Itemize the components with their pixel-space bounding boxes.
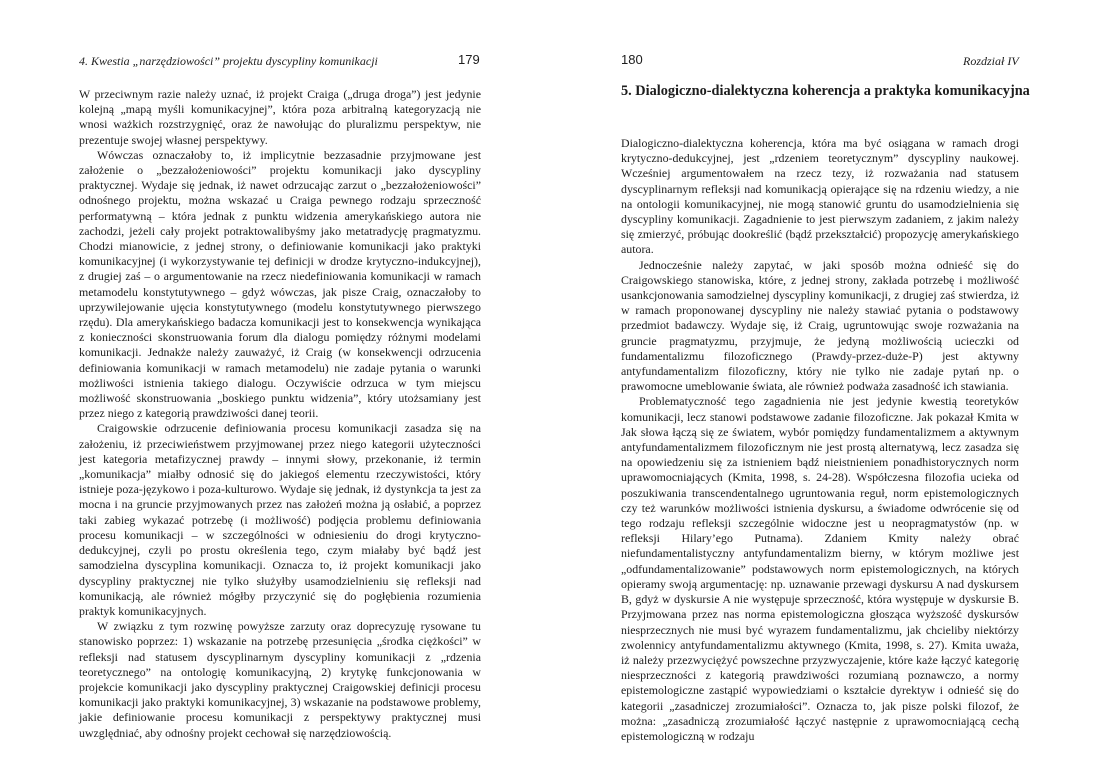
left-paragraph-1: W przeciwnym razie należy uznać, iż projekt Craiga („druga droga”) jest jedynie kolejną „mapą myśli komunikacyjnej”, która poza arbitralną kategoryzacją nie wnosi ważkich rozstrzygnięć, oraz że nawołując do pluralizmu perspektyw, nie prezentuje swojej własnej perspektywy. bbox=[79, 87, 481, 147]
right-paragraph-1: Dialogiczno-dialektyczna koherencja, która ma być osiągana w ramach drogi krytyczno-dedukcyjnej, jest „rdzeniem teoretycznym” dyscypliny naukowej. Wcześniej argumentowałem na rzecz tezy, iż rozważania nad statusem dyscyplinarnym refleksji nad komunikacją opierające się na rdzeniu wiedzy, a nie na ontologii komunikacyjnej, nie mogą stanowić gruntu do usamodzielnienia się dyscypliny komunikacji. Zagadnienie to jest pierwszym zadaniem, z jakim należy się zmierzyć, próbując dookreślić (bądź przekształcić) propozycję amerykańskiego autora. bbox=[621, 136, 1019, 257]
left-paragraph-3: Craigowskie odrzucenie definiowania procesu komunikacji zasadza się na założeniu, iż przeciwieństwem przyjmowanej przez niego kategorii użyteczności jest kategoria metafizycznej prawdy – innymi słowy, przekonanie, iż termin „komunikacja” miałby odnosić się do jakiegoś elementu rzeczywistości, który istnieje poza-językowo i poza-kulturowo. Wydaje się jednak, iż dystynkcja ta jest za mocna i na gruncie przyjmowanych przez nas założeń można ją osłabić, a poprzez taki zabieg wykazać potrzebę (i możliwość) podjęcia problemu definiowania procesu komunikacji – w szczególności w odniesieniu do drogi krytyczno-dedukcyjnej, czyli po prostu określenia tego, czym miałaby być bądź jest samodzielna dyscyplina komunikacji. Oznacza to, iż projekt komunikacji jako dyscypliny praktycznej nie tylko służyłby usamodzielnieniu się refleksji nad komunikacją, ale również mógłby przyczynić się do pogłębienia rozumienia praktyk komunikacyjnych. bbox=[79, 421, 481, 618]
right-paragraph-3: Problematyczność tego zagadnienia nie jest jedynie kwestią teoretyków komunikacji, lecz stanowi podstawowe zadanie filozoficzne. Jak pokazał Kmita w Jak słowa łączą się ze światem, wybór pomiędzy fundamentalizmem a aktywnym antyfundamentalizmem filozoficznym nie jest prostą alternatywą, lecz zasadza się na opowiedzeniu się za istnieniem bądź nieistnieniem ponadhistorycznych norm uprawomocniających (Kmita, 1998, s. 24-28). Współczesna filozofia ucieka od poszukiwania transcendentalnego ugruntowania reguł, norm epistemologicznych czy też warunków możliwości istnienia dyskursu, a świadome odwrócenie się od tego rodzaju refleksji szczególnie widoczne jest u neopragmatystów (np. w refleksji Hilary’ego Putnama). Zdaniem Kmity należy obrać niefundamentalistyczny antyfundamentalizm bierny, w którym możliwe jest „odfundamentalizowanie” podstawowych norm epistemologicznych, na których opieramy swoją argumentację: np. uznawanie przewagi dyskursu A nad dyskursem B, gdyż w dyskursie A nie występuje sprzeczność, która występuje w dyskursie B. Przyjmowana przez nas norma epistemologiczna głosząca wyższość dyskursów niesprzecznych nie musi być wyrazem fundamentalizmu, jak chcieliby niektórzy zwolennicy antyfundamentalizmu aktywnego (Kmita, 1998, s. 27). Kmita uważa, iż należy przezwyciężyć powszechne przyzwyczajenie, które każe łączyć kategorię niesprzeczności z kategorią prawdziwości rozumianą poznawczo, a normy epistemologiczne zastąpić wypowiedziami o kształcie dyrektyw i odnieść się do kategorii „zasadniczej zrozumiałości”. Oznacza to, jak pisze polski filozof, że można: „zasadniczą zrozumiałość łączyć następnie z uprawomocniającą cechą epistemologiczną w rodzaju bbox=[621, 394, 1019, 743]
right-running-head: Rozdział IV bbox=[963, 54, 1019, 68]
left-running-head: 4. Kwestia „narzędziowości” projektu dyscypliny komunikacji bbox=[79, 54, 378, 68]
left-paragraph-4: W związku z tym rozwinę powyższe zarzuty oraz doprecyzuję rysowane tu stanowisko poprzez: 1) wskazanie na potrzebę przesunięcia „środka ciężkości” w refleksji nad statusem dyscyplinarnym dyscypliny komunikacji z „rdzenia teoretycznego” na ontologię komunikacyjną, 2) krytykę funkcjonowania w projekcie komunikacji jako dyscypliny praktycznej Craigowskiej definicji procesu komunikacji jako praktyki komunikacyjnej, 3) wskazanie na podstawowe problemy, jakie definiowanie procesu komunikacji z perspektywy praktycznej musi uwzględniać, aby odnośny projekt cechował się narzędziowością. bbox=[79, 619, 481, 740]
left-page-number: 179 bbox=[458, 52, 480, 67]
right-paragraph-2: Jednocześnie należy zapytać, w jaki sposób można odnieść się do Craigowskiego stanowiska, które, z jednej strony, zakłada potrzebę i możliwość usankcjonowania samodzielnej dyscypliny komunikacji, z drugiej zaś stwierdza, iż w ramach proponowanej dyscypliny nie należy stawiać pytania o podstawowy przedmiot badawczy. Wydaje się, iż Craig, ugruntowując swoje rozważania na gruncie pragmatyzmu, przyjmuje, że jedyną możliwością ucieczki od fundamentalizmu filozoficznego (Prawdy-przez-duże-P) jest aktywny antyfundamentalizm filozoficzny, który nie tylko nie zadaje pytań np. o prawomocne umeblowanie świata, ale również podważa zasadność ich stawiania. bbox=[621, 257, 1019, 394]
left-page-body bbox=[79, 87, 481, 741]
section-title: 5. Dialogiczno-dialektyczna koherencja a praktyka komunikacyjna bbox=[621, 83, 1030, 99]
right-page-body bbox=[621, 136, 1019, 744]
right-page-number: 180 bbox=[621, 52, 643, 67]
left-paragraph-2: Wówczas oznaczałoby to, iż implicytnie bezzasadnie przyjmowane jest założenie o „bezzałożeniowości” projektu komunikacji jako dyscypliny praktycznej. Wydaje się jednak, iż nawet odrzucając zarzut o „bezzałożeniowości” odnośnego projektu, można wskazać u Craiga pewnego rodzaju sprzeczność performatywną – która jednak z punktu widzenia amerykańskiego autora nie zachodzi, jeżeli cały projekt potraktowalibyśmy jako metatradycję pragmatyzmu. Chodzi mianowicie, z jednej strony, o definiowanie komunikacji jako praktyki komunikacyjnej (i wykorzystywanie tej definicji w drodze krytyczno-indukcyjnej), z drugiej zaś – o argumentowanie na rzecz niedefiniowania komunikacji w ramach metamodelu konstytutywnego – gdyż wówczas, jak pisze Craig, oznaczałoby to uprzywilejowanie ujęcia konstytutywnego (modelu konstytutywnego pierwszego rzędu). Dla amerykańskiego badacza komunikacji jest to konsekwencja wynikająca z konieczności skonstruowania forum dla dialogu pomiędzy różnymi modelami komunikacji. Jednakże należy zauważyć, iż Craig (w konsekwencji odrzucenia definiowania komunikacji w ramach metamodelu) nie zadaje pytania o warunki możliwości istnienia takiego dialogu. Oczywiście odrzuca w tym miejscu możliwość skonstruowania „boskiego punktu widzenia”, który utożsamiany jest przez niego z kategorią prawdziwości danej teorii. bbox=[79, 147, 481, 421]
